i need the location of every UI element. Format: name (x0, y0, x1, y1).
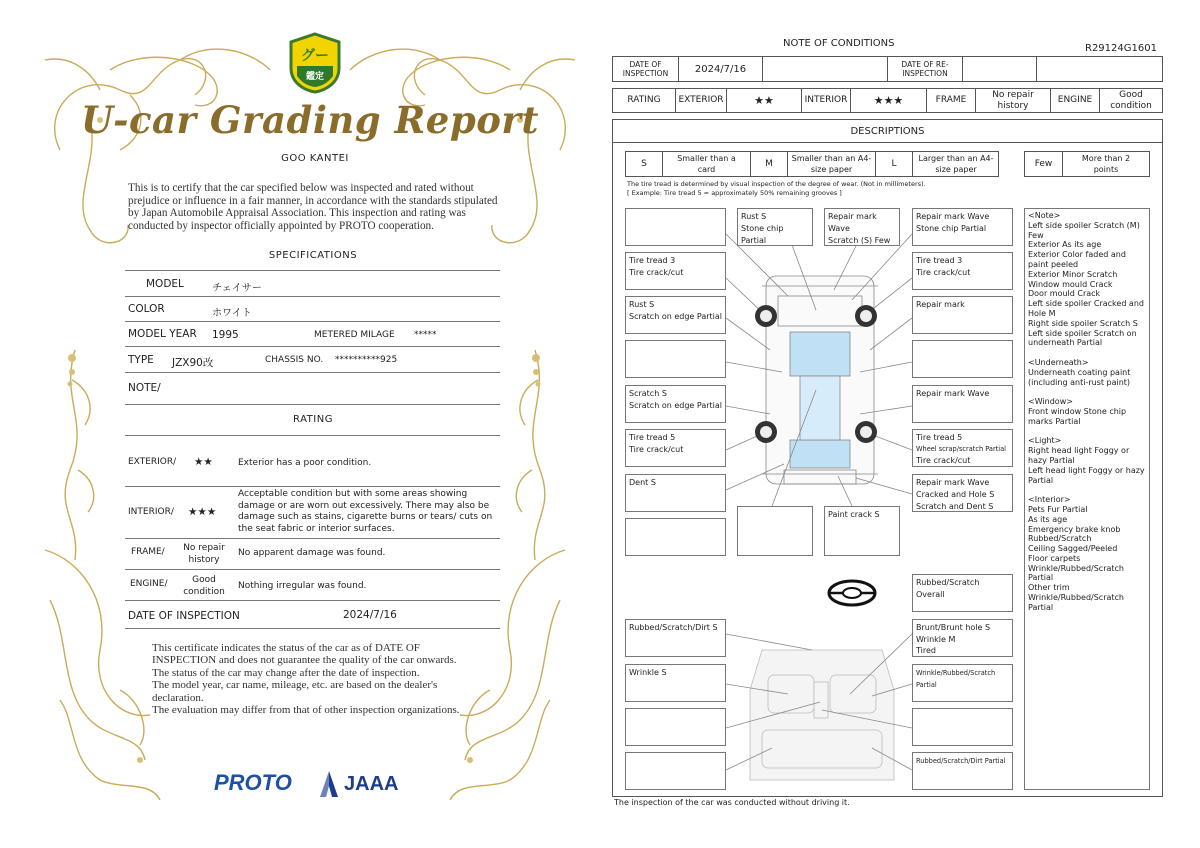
color-value: ホワイト (212, 308, 252, 319)
model-label: MODEL (146, 278, 184, 290)
box-line: Brunt/Brunt hole S (916, 623, 991, 632)
exterior-label: EXTERIOR (678, 95, 724, 105)
box-line: Dent S (629, 478, 656, 487)
certificate-subtitle: GOO KANTEI (281, 153, 349, 164)
reference-number: R29124G1601 (1085, 43, 1157, 54)
divider (125, 346, 500, 347)
engine-label: ENGINE/ (130, 579, 168, 589)
exterior-stars: ★★ (194, 456, 213, 468)
svg-text:グー: グー (301, 48, 329, 64)
legend-s: S (641, 158, 647, 169)
legend-few-desc: More than 2 points (1081, 154, 1131, 174)
divider (125, 538, 500, 539)
date-of-inspection-label: DATE OF INSPECTION (622, 60, 669, 78)
description-box (912, 340, 1013, 378)
jaaa-logo: JAAA (344, 773, 399, 795)
note-line: <Interior> (1028, 495, 1071, 505)
note-line: <Underneath> (1028, 357, 1089, 367)
box-line: Scratch on edge Partial (629, 401, 723, 410)
legend-l-desc: Larger than an A4-size paper (918, 154, 994, 174)
divider (125, 569, 500, 570)
box-line: Wrinkle/Rubbed/Scratch Partial (916, 669, 996, 689)
note-line: Other trim Wrinkle/Rubbed/Scratch Partial (1028, 583, 1124, 612)
note-line: Exterior Minor Scratch (1028, 269, 1118, 279)
divider (125, 372, 500, 373)
note-line: <Light> (1028, 436, 1062, 446)
description-box (625, 752, 726, 790)
box-line: Wrinkle S (629, 668, 667, 677)
conditions-title: NOTE OF CONDITIONS (783, 38, 895, 49)
divider (125, 321, 500, 322)
description-box-right-repair (912, 296, 1013, 334)
description-box-interior-right-1 (912, 619, 1013, 657)
description-box-interior-right-2 (912, 664, 1013, 702)
note-line: <Note> (1028, 211, 1061, 220)
box-line: Scratch (S) Few (828, 236, 891, 245)
note-line (1028, 427, 1146, 437)
box-line: Tire crack/cut (916, 268, 971, 277)
box-line: Rubbed/Scratch/Dirt S (629, 623, 718, 632)
interior-stars: ★★★ (873, 94, 904, 107)
note-line: Front window Stone chip marks Partial (1028, 406, 1127, 426)
interior-label: INTERIOR/ (128, 507, 174, 517)
description-box-right-repair-wave (912, 385, 1013, 423)
box-line: Repair mark Wave (828, 212, 877, 233)
note-line: Pets Fur Partial (1028, 504, 1088, 514)
goo-kantei-badge-icon (287, 32, 343, 94)
description-box (625, 340, 726, 378)
note-line: Floor carpets Wrinkle/Rubbed/Scratch Partial (1028, 553, 1124, 583)
frame-label: FRAME (935, 95, 967, 105)
date-of-inspection-label: DATE OF INSPECTION (128, 610, 240, 622)
note-line (1028, 485, 1146, 495)
box-line: Tire tread 3 (629, 256, 676, 265)
tire-note: The tire tread is determined by visual inspection of the degree of wear. (Not in millimeters). (627, 180, 926, 188)
rating-label: RATING (627, 95, 661, 105)
specifications-heading: SPECIFICATIONS (268, 250, 358, 261)
legend-m-desc: Smaller than an A4-size paper (791, 154, 872, 174)
description-box-right-tire-front (912, 252, 1013, 290)
chassis-label: CHASSIS NO. (265, 355, 324, 365)
box-line: Repair mark Wave (916, 478, 990, 487)
note-line: Right head light Foggy or hazy Partial (1028, 446, 1130, 465)
box-line: Scratch on edge Partial (629, 312, 723, 321)
date-of-inspection-value: 2024/7/16 (343, 609, 397, 621)
steering-wheel-icon (826, 578, 878, 608)
box-line: Tire tread 5 (916, 433, 963, 442)
box-line: Repair mark Wave (916, 212, 990, 221)
model-value: チェイサー (212, 283, 262, 294)
box-line: Rust S (629, 300, 655, 309)
chassis-value: **********925 (335, 355, 398, 365)
notes-panel (1024, 208, 1150, 790)
certify-statement: This is to certify that the car specified below was inspected and rated without prejudice or influence in a fair manner, in accordance with the standards stipulated by Japan Automobile Appraisal Association. This inspection and rating was conducted by inspector officially appointed by PROTO cooperation. (128, 182, 498, 232)
description-box-interior-left-2 (625, 664, 726, 702)
date-of-reinspection-label: DATE OF RE-INSPECTION (901, 60, 949, 78)
description-box-left-tire-front (625, 252, 726, 290)
note-line: Window mould Crack (1028, 279, 1113, 289)
box-line: Rust S (741, 212, 767, 221)
box-line: Stone chip Partial (916, 224, 987, 233)
description-box (625, 208, 726, 246)
model-year-value: 1995 (212, 329, 239, 341)
note-line (1028, 387, 1146, 397)
description-box (625, 708, 726, 746)
certificate-title: U-car Grading Report (81, 98, 539, 142)
box-line: Tire crack/cut (629, 268, 684, 277)
box-line: Repair mark (916, 300, 965, 309)
description-box (737, 506, 813, 556)
metered-mileage-label: METERED MILAGE (314, 330, 395, 340)
box-line: Wrinkle M (916, 634, 956, 644)
box-line: Paint crack S (828, 510, 880, 519)
tire-example: [ Example: Tire tread 5 = approximately 50% remaining grooves ] (627, 189, 842, 197)
legend-few: Few (1034, 158, 1053, 169)
exterior-description: Exterior has a poor condition. (238, 458, 372, 468)
description-box-left-rust (625, 296, 726, 334)
note-line (1028, 348, 1146, 358)
box-line: Scratch and Dent S (916, 502, 994, 511)
divider (125, 404, 500, 405)
legend-s-desc: Smaller than a card (677, 154, 736, 174)
note-line: Exterior Color faded and paint peeled (1028, 250, 1126, 269)
box-line: Tire tread 5 (629, 433, 676, 442)
divider (125, 486, 500, 487)
legend-m: M (765, 158, 773, 169)
model-year-label: MODEL YEAR (128, 328, 197, 340)
description-box-interior-left-1 (625, 619, 726, 657)
certificate-disclaimer (152, 642, 482, 716)
description-box-interior-right-4 (912, 752, 1013, 790)
divider (125, 296, 500, 297)
note-line: Ceiling Sagged/Peeled (1028, 544, 1118, 554)
inspection-footer-note: The inspection of the car was conducted without driving it. (614, 798, 850, 807)
engine-value: Good condition (1110, 89, 1152, 111)
description-box-left-scratch (625, 385, 726, 423)
box-line: Stone chip Partial (741, 224, 784, 245)
frame-value: No repair history (992, 89, 1034, 111)
exterior-stars: ★★ (754, 94, 774, 107)
description-box-left-tire-rear (625, 429, 726, 467)
box-line: Rubbed/Scratch Overall (916, 578, 980, 599)
rating-heading: RATING (293, 414, 333, 425)
box-line: Rubbed/Scratch/Dirt Partial (916, 757, 1006, 765)
box-line: Tire crack/cut (629, 445, 684, 454)
svg-text:鑑定: 鑑定 (305, 72, 325, 82)
interior-stars: ★★★ (188, 506, 217, 518)
descriptions-heading: DESCRIPTIONS (850, 125, 925, 137)
note-line: Left side spoiler Scratch on underneath Partial (1028, 328, 1137, 348)
divider (125, 435, 500, 436)
box-line: Tire tread 3 (916, 256, 963, 265)
type-label: TYPE (128, 354, 154, 366)
description-box-right-rear (912, 474, 1013, 512)
note-label: NOTE/ (128, 382, 161, 394)
note-line: Right side spoiler Scratch S (1028, 318, 1138, 328)
note-line: As its age (1028, 514, 1068, 524)
metered-mileage-value: ***** (414, 330, 437, 340)
box-line: Scratch S (629, 389, 667, 398)
description-box-right-tire-rear (912, 429, 1013, 467)
box-line: Repair mark Wave (916, 389, 990, 398)
interior-description: Acceptable condition but with some areas showing damage or are worn out excessively. There may also be damage such as stains, cigarette burns or tears/ cuts on the seat fabric or interior surfaces. (238, 489, 493, 534)
note-line: Left side spoiler Scratch (M) Few (1028, 220, 1140, 240)
disclaimer-line: The model year, car name, mileage, etc. are based on the dealer's declaration. (152, 679, 438, 704)
box-line: Cracked and Hole S (916, 490, 995, 499)
date-of-inspection-value: 2024/7/16 (694, 63, 747, 75)
description-box-left-dent (625, 474, 726, 512)
note-line: Left head light Foggy or hazy Partial (1028, 465, 1145, 485)
note-line: Left side spoiler Cracked and Hole M (1028, 299, 1144, 318)
type-value: JZX90改 (172, 357, 214, 369)
disclaimer-line: This certificate indicates the status of the car as of DATE OF INSPECTION and does not guarantee the quality of the car onwards. (152, 642, 457, 667)
engine-label: ENGINE (1057, 95, 1093, 105)
description-box (625, 518, 726, 556)
description-box-top-right-b (912, 208, 1013, 246)
divider (125, 270, 500, 271)
box-line: Wheel scrap/scratch Partial (916, 444, 1006, 453)
divider (125, 628, 500, 629)
frame-value: No repair history (183, 543, 225, 565)
color-label: COLOR (128, 303, 165, 315)
disclaimer-line: The status of the car may change after the date of inspection. (152, 666, 420, 679)
frame-description: No apparent damage was found. (238, 548, 386, 558)
box-line: Tired (916, 646, 936, 655)
disclaimer-line: The evaluation may differ from that of other inspection organizations. (152, 704, 460, 717)
description-box-steering (912, 574, 1013, 612)
description-box-bottom-paint (824, 506, 900, 556)
engine-value: Good condition (183, 575, 225, 597)
description-box-top-center (737, 208, 813, 246)
note-line: Underneath coating paint (including anti-rust paint) (1028, 367, 1131, 387)
frame-label: FRAME/ (131, 547, 165, 557)
note-line: <Window> (1028, 397, 1073, 407)
description-box-top-right-a (824, 208, 900, 246)
divider (125, 600, 500, 601)
description-box (912, 708, 1013, 746)
note-line: Emergency brake knob Rubbed/Scratch (1028, 524, 1121, 544)
engine-description: Nothing irregular was found. (238, 581, 367, 591)
proto-logo: PROTO (214, 770, 292, 795)
legend-l: L (891, 158, 897, 169)
exterior-label: EXTERIOR/ (128, 457, 177, 467)
note-line: Exterior As its age (1028, 240, 1102, 250)
box-line: Tire crack/cut (916, 456, 971, 465)
jaaa-logo-icon (318, 770, 340, 798)
interior-label: INTERIOR (804, 95, 848, 105)
note-line: Door mould Crack (1028, 289, 1101, 299)
